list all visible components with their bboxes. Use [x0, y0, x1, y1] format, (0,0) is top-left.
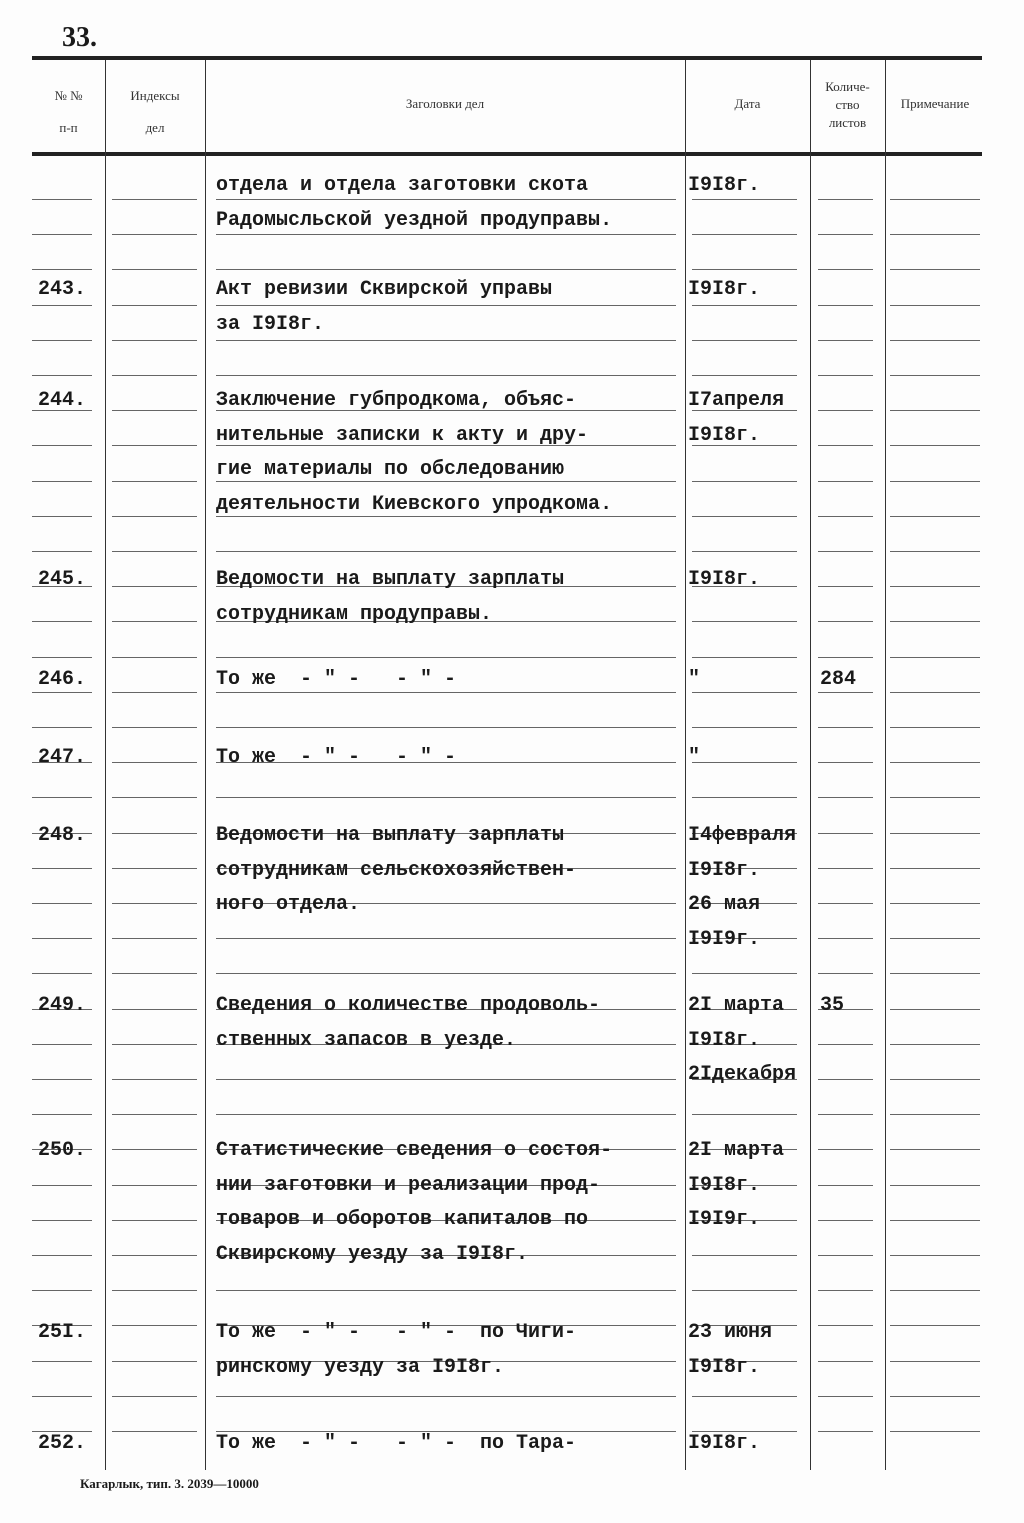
column-divider: [105, 60, 106, 1470]
ruled-line: [112, 1255, 197, 1256]
entry-title-line: ринскому уезду за I9I8г.: [216, 1355, 505, 1379]
ruled-line: [112, 1009, 197, 1010]
ruled-line: [890, 1325, 980, 1326]
ruled-line: [890, 445, 980, 446]
ruled-line: [818, 868, 873, 869]
ruled-line: [112, 973, 197, 974]
header-count: Количе- ство листов: [825, 79, 870, 130]
ruled-line: [890, 199, 980, 200]
entry-number: 252.: [38, 1432, 87, 1455]
ruled-line: [692, 340, 797, 341]
ruled-line: [32, 234, 92, 235]
entry-number: 245.: [38, 568, 87, 591]
ruled-line: [216, 973, 676, 974]
ruled-line: [112, 868, 197, 869]
entry-number: 249.: [38, 994, 87, 1017]
ruled-line: [890, 375, 980, 376]
ruled-line: [818, 1396, 873, 1397]
ruled-line: [890, 586, 980, 587]
entry-number: 25I.: [38, 1321, 87, 1344]
ruled-line: [216, 1114, 676, 1115]
ruled-line: [216, 234, 676, 235]
ruled-line: [692, 481, 797, 482]
ruled-line: [112, 1220, 197, 1221]
ruled-line: [890, 234, 980, 235]
entry-date-line: ": [688, 668, 701, 691]
ruled-line: [890, 1149, 980, 1150]
ruled-line: [818, 375, 873, 376]
entry-date-line: I9I8г.: [688, 858, 761, 882]
entry-title-line: ного отдела.: [216, 893, 361, 916]
ruled-line: [112, 1079, 197, 1080]
ruled-line: [890, 269, 980, 270]
ruled-line: [890, 1361, 980, 1362]
ruled-line: [890, 692, 980, 693]
ruled-line: [32, 692, 92, 693]
ruled-line: [112, 1290, 197, 1291]
entry-title-line: Акт ревизии Сквирской управы: [216, 278, 553, 301]
ruled-line: [890, 621, 980, 622]
entry-title-line: нии заготовки и реализации прод-: [216, 1173, 601, 1197]
header-index: Индексы дел: [130, 88, 180, 135]
entry-title-line: деятельности Киевского упродкома.: [216, 492, 613, 516]
ruled-line: [818, 516, 873, 517]
ruled-line: [818, 269, 873, 270]
ruled-line: [216, 727, 676, 728]
ruled-line: [216, 340, 676, 341]
ruled-line: [818, 1255, 873, 1256]
ruled-line: [112, 586, 197, 587]
ruled-line: [112, 727, 197, 728]
entry-title-line: товаров и оборотов капиталов по: [216, 1208, 589, 1231]
ruled-line: [112, 1149, 197, 1150]
ruled-line: [890, 833, 980, 834]
entry-date-line: I9I9г.: [688, 1208, 761, 1231]
ruled-line: [890, 1044, 980, 1045]
ruled-line: [692, 797, 797, 798]
entry-title-line: Сквирскому уезду за I9I8г.: [216, 1242, 529, 1266]
ruled-line: [32, 1079, 92, 1080]
ruled-line: [216, 938, 676, 939]
ruled-line: [112, 938, 197, 939]
ruled-line: [692, 762, 797, 763]
ruled-line: [818, 340, 873, 341]
entry-title-line: за I9I8г.: [216, 312, 325, 336]
ruled-line: [32, 657, 92, 658]
entry-title-line: гие материалы по обследованию: [216, 458, 565, 481]
ruled-line: [890, 727, 980, 728]
ruled-line: [32, 868, 92, 869]
ruled-line: [32, 1220, 92, 1221]
ruled-line: [112, 269, 197, 270]
entry-number: 250.: [38, 1139, 87, 1162]
ruled-line: [890, 1079, 980, 1080]
entry-title-line: отдела и отдела заготовки скота: [216, 174, 589, 197]
entry-date-line: I9I8г.: [688, 423, 761, 447]
entry-date-line: 23 июня: [688, 1321, 773, 1344]
entry-date-line: I9I8г.: [688, 1432, 761, 1455]
ruled-line: [818, 481, 873, 482]
ruled-line: [890, 973, 980, 974]
ruled-line: [818, 1361, 873, 1362]
entry-title-line: То же - " - - " - по Тара-: [216, 1432, 577, 1455]
ruled-line: [818, 445, 873, 446]
ruled-line: [32, 375, 92, 376]
entry-title-line: Статистические сведения о состоя-: [216, 1139, 613, 1162]
ruled-line: [112, 234, 197, 235]
ruled-line: [818, 797, 873, 798]
ruled-line: [112, 1044, 197, 1045]
entry-number: 244.: [38, 389, 87, 412]
entry-title-line: Ведомости на выплату зарплаты: [216, 568, 565, 591]
ruled-line: [216, 1079, 676, 1080]
entry-title-line: То же - " - - " -: [216, 746, 457, 769]
ruled-line: [818, 234, 873, 235]
page-number: 33.: [62, 22, 97, 53]
entry-date-line: I9I8г.: [688, 1173, 761, 1197]
entry-date-line: I9I8г.: [688, 568, 761, 591]
ruled-line: [818, 1114, 873, 1115]
ruled-line: [818, 1185, 873, 1186]
ruled-line: [112, 1325, 197, 1326]
ruled-line: [32, 1361, 92, 1362]
ruled-line: [818, 762, 873, 763]
ruled-line: [216, 1290, 676, 1291]
entry-date-line: I7апреля: [688, 389, 785, 412]
ruled-line: [818, 586, 873, 587]
ruled-line: [216, 305, 676, 306]
ruled-line: [692, 1290, 797, 1291]
ruled-line: [112, 1431, 197, 1432]
header-top-rule: [32, 56, 982, 60]
ruled-line: [32, 1185, 92, 1186]
header-bottom-rule: [32, 152, 982, 156]
ruled-line: [692, 305, 797, 306]
ruled-line: [216, 692, 676, 693]
ruled-line: [112, 199, 197, 200]
ruled-line: [890, 551, 980, 552]
ruled-line: [216, 269, 676, 270]
column-divider: [810, 60, 811, 1470]
entry-date-line: 2I марта: [688, 1139, 785, 1162]
column-divider: [885, 60, 886, 1470]
ruled-line: [818, 1079, 873, 1080]
ruled-line: [692, 1114, 797, 1115]
ruled-line: [32, 1290, 92, 1291]
ruled-line: [32, 903, 92, 904]
ruled-line: [112, 692, 197, 693]
ruled-line: [216, 199, 676, 200]
ruled-line: [818, 1290, 873, 1291]
ruled-line: [692, 1255, 797, 1256]
entry-title-line: ственных запасов в уезде.: [216, 1028, 517, 1052]
entry-date-line: ": [688, 746, 701, 769]
ruled-line: [818, 973, 873, 974]
ruled-line: [32, 797, 92, 798]
ruled-line: [692, 727, 797, 728]
ruled-line: [818, 199, 873, 200]
ruled-line: [112, 903, 197, 904]
ruled-line: [32, 973, 92, 974]
ruled-line: [818, 551, 873, 552]
ruled-line: [692, 692, 797, 693]
ruled-line: [112, 1361, 197, 1362]
entry-title-line: сотрудникам сельскохозяйствен-: [216, 858, 577, 882]
ruled-line: [890, 340, 980, 341]
entry-date-line: I9I8г.: [688, 1028, 761, 1052]
header-date: Дата: [734, 96, 761, 111]
ruled-line: [818, 727, 873, 728]
ruled-line: [818, 1431, 873, 1432]
entry-title-line: нительные записки к акту и дру-: [216, 423, 589, 447]
ruled-line: [32, 1044, 92, 1045]
ruled-line: [818, 938, 873, 939]
ruled-line: [112, 551, 197, 552]
ruled-line: [32, 551, 92, 552]
ruled-line: [692, 551, 797, 552]
ruled-line: [32, 305, 92, 306]
ruled-line: [818, 833, 873, 834]
ruled-line: [890, 410, 980, 411]
ruled-line: [112, 657, 197, 658]
ruled-line: [112, 797, 197, 798]
entry-date-line: I9I9г.: [688, 927, 761, 951]
ruled-line: [112, 833, 197, 834]
ruled-line: [818, 1325, 873, 1326]
ruled-line: [692, 269, 797, 270]
ruled-line: [216, 1396, 676, 1397]
ruled-line: [890, 516, 980, 517]
ruled-line: [32, 481, 92, 482]
ruled-line: [890, 1220, 980, 1221]
ruled-line: [32, 445, 92, 446]
ruled-line: [818, 305, 873, 306]
ruled-line: [32, 269, 92, 270]
ruled-line: [890, 481, 980, 482]
ruled-line: [890, 1431, 980, 1432]
ruled-line: [692, 657, 797, 658]
ruled-line: [692, 199, 797, 200]
entry-date-line: 2I марта: [688, 994, 785, 1017]
ruled-line: [818, 692, 873, 693]
ruled-line: [216, 375, 676, 376]
ruled-line: [112, 1185, 197, 1186]
ruled-line: [692, 516, 797, 517]
ruled-line: [112, 516, 197, 517]
ruled-line: [692, 1396, 797, 1397]
entry-number: 243.: [38, 278, 87, 301]
ruled-line: [890, 762, 980, 763]
ruled-line: [890, 868, 980, 869]
header-title: Заголовки дел: [405, 96, 485, 111]
ruled-line: [890, 1396, 980, 1397]
ruled-line: [818, 1220, 873, 1221]
ruled-line: [112, 1114, 197, 1115]
column-divider: [685, 60, 686, 1470]
ruled-line: [890, 1255, 980, 1256]
ruled-line: [112, 375, 197, 376]
header-num: № № п-п: [54, 88, 83, 135]
entry-date-line: I9I8г.: [688, 1355, 761, 1379]
ruled-line: [692, 375, 797, 376]
ruled-line: [112, 410, 197, 411]
ruled-line: [32, 516, 92, 517]
ruled-line: [112, 762, 197, 763]
entry-date-line: 2Iдекабря: [688, 1063, 797, 1086]
ruled-line: [112, 1396, 197, 1397]
ruled-line: [818, 1044, 873, 1045]
column-divider: [205, 60, 206, 1470]
ruled-line: [112, 621, 197, 622]
entry-date-line: I4февраля: [688, 824, 797, 847]
header-note: Примечание: [900, 96, 970, 111]
ruled-line: [32, 621, 92, 622]
ruled-line: [32, 1114, 92, 1115]
entry-title-line: Ведомости на выплату зарплаты: [216, 824, 565, 847]
ruled-line: [692, 234, 797, 235]
ruled-line: [32, 199, 92, 200]
ruled-line: [112, 481, 197, 482]
entry-title-line: То же - " - - " -: [216, 668, 457, 691]
ruled-line: [692, 621, 797, 622]
entry-title-line: Заключение губпродкома, объяс-: [216, 389, 577, 412]
ruled-line: [890, 903, 980, 904]
ruled-line: [890, 938, 980, 939]
ruled-line: [818, 903, 873, 904]
entry-title-line: То же - " - - " - по Чиги-: [216, 1321, 577, 1344]
ruled-line: [112, 305, 197, 306]
ruled-line: [112, 340, 197, 341]
entry-title-line: Радомысльской уездной продуправы.: [216, 208, 613, 232]
entry-title-line: Сведения о количестве продоволь-: [216, 994, 601, 1017]
ruled-line: [32, 1255, 92, 1256]
ruled-line: [890, 1185, 980, 1186]
ruled-line: [32, 727, 92, 728]
entry-date-line: 26 мая: [688, 893, 761, 916]
ruled-line: [890, 1290, 980, 1291]
ruled-line: [890, 1009, 980, 1010]
entry-sheet-count: 35: [820, 994, 845, 1017]
entry-number: 246.: [38, 668, 87, 691]
ruled-line: [890, 657, 980, 658]
ruled-line: [32, 1396, 92, 1397]
ruled-line: [112, 445, 197, 446]
printer-imprint: Кагарлык, тип. 3. 2039—10000: [80, 1476, 259, 1491]
ruled-line: [890, 305, 980, 306]
ruled-line: [216, 551, 676, 552]
ruled-line: [818, 621, 873, 622]
entry-title-line: сотрудникам продуправы.: [216, 602, 493, 626]
ruled-line: [216, 797, 676, 798]
ruled-line: [818, 657, 873, 658]
ruled-line: [890, 797, 980, 798]
ruled-line: [32, 340, 92, 341]
entry-sheet-count: 284: [820, 668, 857, 691]
ruled-line: [692, 973, 797, 974]
ruled-line: [216, 657, 676, 658]
ruled-line: [818, 1149, 873, 1150]
ruled-line: [890, 1114, 980, 1115]
entry-number: 248.: [38, 824, 87, 847]
ruled-line: [32, 938, 92, 939]
entry-date-line: I9I8г.: [688, 174, 761, 197]
entry-date-line: I9I8г.: [688, 278, 761, 301]
ruled-line: [818, 410, 873, 411]
entry-number: 247.: [38, 746, 87, 769]
